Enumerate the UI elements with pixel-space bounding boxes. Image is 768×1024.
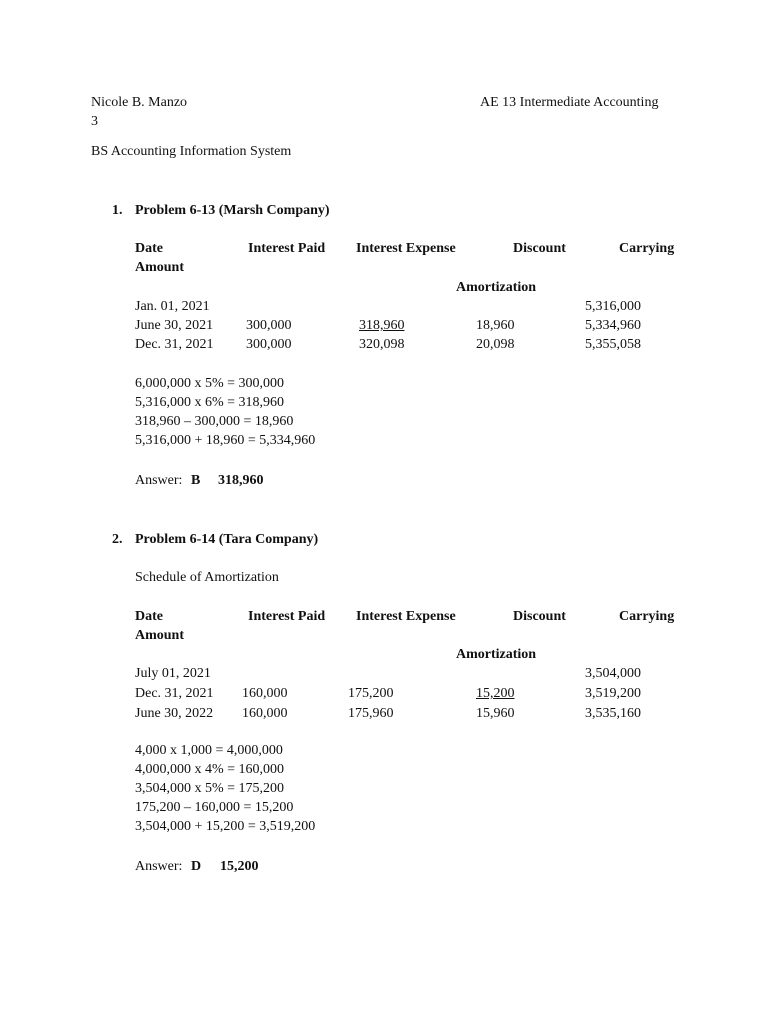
course-title: AE 13 Intermediate Accounting <box>480 95 659 110</box>
p2-answer-letter: D <box>191 859 202 874</box>
p1-computation: 5,316,000 + 18,960 = 5,334,960 <box>135 433 316 448</box>
p1-answer-value: 318,960 <box>218 473 264 488</box>
p1-answer-label: Answer: <box>135 473 183 488</box>
p2-header-interest-paid: Interest Paid <box>248 609 326 624</box>
p1-answer-letter: B <box>191 473 201 488</box>
p2-row2-expense: 175,200 <box>348 686 394 701</box>
problem1-title: Problem 6-13 (Marsh Company) <box>135 203 330 218</box>
problem2-title: Problem 6-14 (Tara Company) <box>135 532 319 547</box>
p2-row1-carrying: 3,504,000 <box>585 666 641 681</box>
p2-row3-discount: 15,960 <box>476 706 515 721</box>
course-title-continued: 3 <box>91 114 98 129</box>
p1-header-amortization: Amortization <box>456 280 537 295</box>
p2-header-discount: Discount <box>513 609 566 624</box>
p1-row3-date: Dec. 31, 2021 <box>135 337 214 352</box>
problem2-subtitle: Schedule of Amortization <box>135 570 279 585</box>
p2-answer-label: Answer: <box>135 859 183 874</box>
p1-computation: 318,960 – 300,000 = 18,960 <box>135 414 294 429</box>
p1-header-date: Date <box>135 241 163 256</box>
p2-header-amount: Amount <box>135 628 185 643</box>
p2-header-carrying: Carrying <box>619 609 675 624</box>
p1-row2-date: June 30, 2021 <box>135 318 214 333</box>
p1-computation: 6,000,000 x 5% = 300,000 <box>135 376 285 391</box>
problem2-number: 2. <box>112 532 123 547</box>
p1-row2-carrying: 5,334,960 <box>585 318 641 333</box>
p2-row1-date: July 01, 2021 <box>135 666 211 681</box>
p2-row3-expense: 175,960 <box>348 706 394 721</box>
p1-computation: 5,316,000 x 6% = 318,960 <box>135 395 285 410</box>
problem1-number: 1. <box>112 203 123 218</box>
p1-header-discount: Discount <box>513 241 566 256</box>
p1-row3-discount: 20,098 <box>476 337 515 352</box>
p2-header-interest-expense: Interest Expense <box>356 609 456 624</box>
p1-row1-carrying: 5,316,000 <box>585 299 641 314</box>
p1-header-amount: Amount <box>135 260 185 275</box>
author-name: Nicole B. Manzo <box>91 95 188 110</box>
p2-header-date: Date <box>135 609 163 624</box>
p1-row3-carrying: 5,355,058 <box>585 337 641 352</box>
p1-header-carrying: Carrying <box>619 241 675 256</box>
p2-header-amortization: Amortization <box>456 647 537 662</box>
p2-computation: 175,200 – 160,000 = 15,200 <box>135 800 294 815</box>
p1-row2-discount: 18,960 <box>476 318 515 333</box>
p1-row2-paid: 300,000 <box>246 318 292 333</box>
p1-row3-paid: 300,000 <box>246 337 292 352</box>
p2-row3-date: June 30, 2022 <box>135 706 214 721</box>
p1-row3-expense: 320,098 <box>359 337 405 352</box>
p2-row2-carrying: 3,519,200 <box>585 686 641 701</box>
p2-computation: 3,504,000 x 5% = 175,200 <box>135 781 285 796</box>
p1-header-interest-expense: Interest Expense <box>356 241 456 256</box>
p2-row2-discount: 15,200 <box>476 686 515 701</box>
p2-computation: 4,000 x 1,000 = 4,000,000 <box>135 743 283 758</box>
p2-row3-paid: 160,000 <box>242 706 288 721</box>
p1-header-interest-paid: Interest Paid <box>248 241 326 256</box>
p2-row2-paid: 160,000 <box>242 686 288 701</box>
p2-answer-value: 15,200 <box>220 859 259 874</box>
p2-row3-carrying: 3,535,160 <box>585 706 641 721</box>
p2-computation: 4,000,000 x 4% = 160,000 <box>135 762 285 777</box>
program-name: BS Accounting Information System <box>91 144 292 159</box>
p1-row2-expense: 318,960 <box>359 318 405 333</box>
p2-row2-date: Dec. 31, 2021 <box>135 686 214 701</box>
p2-computation: 3,504,000 + 15,200 = 3,519,200 <box>135 819 316 834</box>
p1-row1-date: Jan. 01, 2021 <box>135 299 210 314</box>
